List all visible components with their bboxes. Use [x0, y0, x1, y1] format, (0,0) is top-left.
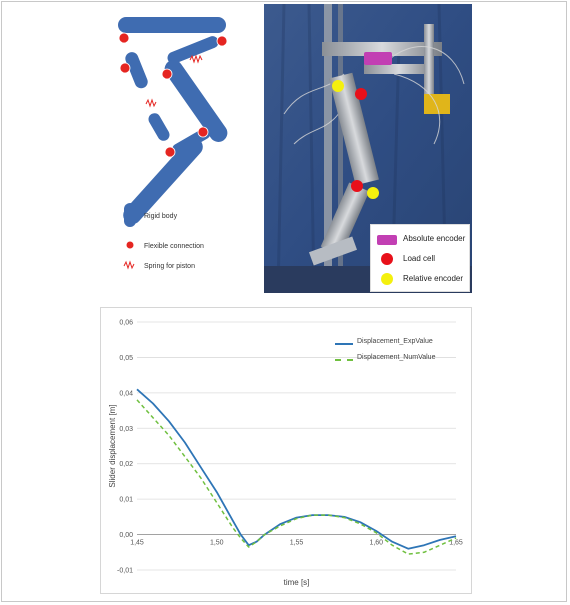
- exp-value-label: Displacement_ExpValue: [357, 338, 433, 345]
- chart-legend: [335, 338, 455, 368]
- displacement-chart: [100, 307, 472, 594]
- flexible-connection-legend-label: Flexible connection: [144, 243, 204, 250]
- flexible-connection-legend-icon: [127, 242, 134, 249]
- legend-num-value: [335, 354, 455, 366]
- y-tick-label: 0,00: [119, 532, 133, 540]
- legend-exp-value: [335, 338, 455, 350]
- relative-encoder-label: Relative encoder: [403, 274, 464, 283]
- y-tick-label: 0,06: [119, 319, 133, 327]
- sensor-legend: [370, 224, 470, 292]
- x-tick-label: 1,45: [130, 539, 144, 547]
- spring-legend-label: Spring for piston: [144, 263, 195, 270]
- spring-icon: [190, 56, 202, 62]
- rigid-body-small-link: [146, 111, 171, 143]
- y-tick-label: -0,01: [117, 567, 133, 575]
- y-tick-label: 0,04: [119, 390, 133, 398]
- num-value-swatch: [335, 359, 353, 361]
- x-tick-label: 1,65: [449, 539, 463, 547]
- series-line-num-value: [137, 400, 456, 554]
- rigid-body-legend-label: Rigid body: [144, 213, 178, 220]
- load-cell-label: Load cell: [403, 254, 436, 263]
- rigid-body-long-diagonal: [161, 57, 231, 146]
- node-3: [217, 36, 227, 46]
- rigid-body-top: [118, 17, 226, 33]
- load-cell-marker: [351, 180, 363, 192]
- legend-relative-encoder: [375, 273, 471, 287]
- absolute-encoder-marker: [364, 52, 392, 65]
- node-5: [198, 127, 208, 137]
- relative-encoder-marker: [367, 187, 379, 199]
- relative-encoder-swatch: [381, 273, 393, 285]
- node-4: [120, 63, 130, 73]
- y-tick-label: 0,03: [119, 425, 133, 433]
- relative-encoder-marker: [332, 80, 344, 92]
- exp-value-swatch: [335, 343, 353, 345]
- load-cell-marker: [355, 88, 367, 100]
- legend-absolute-encoder: [375, 233, 471, 247]
- spring-icon: [146, 100, 156, 106]
- node-1: [119, 33, 129, 43]
- top-figure: [100, 4, 472, 293]
- node-2: [162, 69, 172, 79]
- y-tick-label: 0,05: [119, 354, 133, 362]
- node-6: [165, 147, 175, 157]
- spring-legend-icon: [124, 262, 134, 268]
- absolute-encoder-label: Absolute encoder: [403, 234, 466, 243]
- num-value-label: Displacement_NumValue: [357, 354, 436, 361]
- load-cell-swatch: [381, 253, 393, 265]
- mechanism-schematic: [100, 4, 264, 293]
- series-line-exp-value: [137, 389, 456, 548]
- flexible-connections: [119, 33, 227, 157]
- x-axis-title: time [s]: [283, 578, 310, 587]
- y-axis-title: Slider displacement [m]: [108, 404, 117, 488]
- x-tick-label: 1,50: [209, 539, 224, 547]
- x-tick-label: 1,55: [289, 539, 304, 547]
- y-tick-label: 0,02: [119, 461, 133, 469]
- y-tick-label: 0,01: [119, 496, 133, 504]
- rigid-body-legend-icon: [124, 203, 136, 227]
- rigid-bodies: [118, 17, 231, 228]
- legend-load-cell: [375, 253, 471, 267]
- absolute-encoder-swatch: [377, 235, 397, 245]
- x-tick-label: 1,60: [369, 539, 384, 547]
